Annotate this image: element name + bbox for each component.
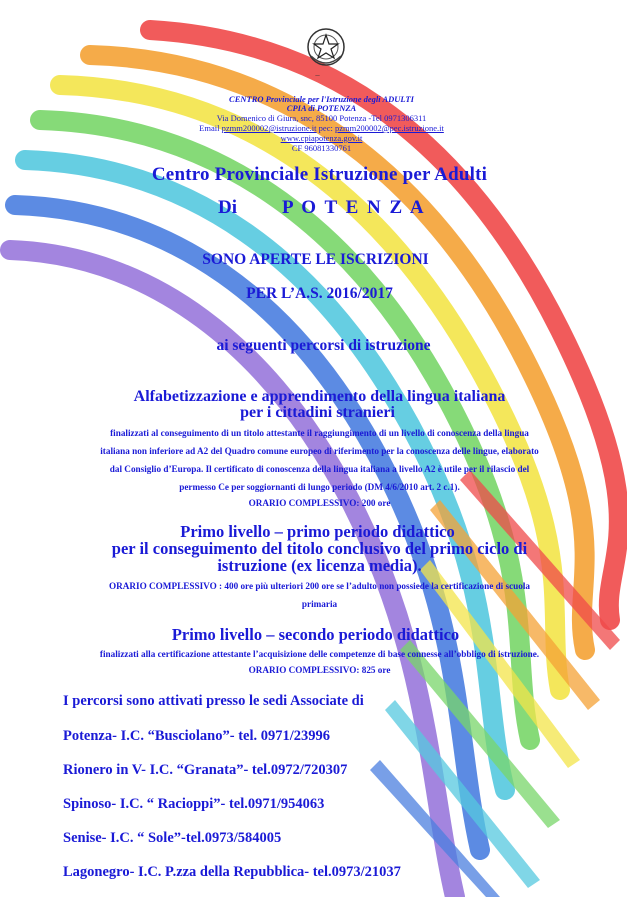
course1-desc-line2: italiana non inferiore ad A2 del Quadro comune europeo di riferimento per la conoscenza delle lingue, elaborato — [100, 446, 539, 456]
announcement-line2: PER L’A.S. 2016/2017 — [246, 285, 393, 302]
website-link[interactable]: www.cpiapotenza.gov.it — [280, 133, 363, 143]
course3-desc: finalizzati alla certificazione attestante l’acquisizione delle competenze di base connesse all’obbligo di istruzione. — [99, 649, 540, 659]
sites-intro: I percorsi sono attivati presso le sedi Associate di — [63, 693, 364, 709]
course1-desc-line3: dal Consiglio d’Europa. Il certificato di conoscenza della lingua italiana a livello A2 è utile per il rilascio del — [109, 464, 530, 474]
course2-title-line3: istruzione (ex licenza media). — [217, 556, 422, 575]
course2-title-line1: Primo livello – primo periodo didattico — [180, 522, 455, 541]
course3-title: Primo livello – secondo periodo didattico — [171, 625, 460, 644]
italian-republic-emblem-icon — [305, 26, 347, 70]
course2-hours-line1: ORARIO COMPLESSIVO : 400 ore più ulteriori 200 ore se l’adulto non possiede la certificazione di scuola — [108, 581, 531, 591]
org-name-line2: CPIA di POTENZA — [286, 103, 357, 113]
announcement-line1: SONO APERTE LE ISCRIZIONI — [202, 251, 429, 268]
email-prefix: Email — [199, 123, 222, 133]
header-dash: _ — [315, 67, 320, 77]
course1-hours: ORARIO COMPLESSIVO: 200 ore — [248, 498, 391, 508]
site-item-spinoso: Spinoso- I.C. “ Racioppi”- tel.0971/954063 — [63, 796, 325, 812]
org-address: Via Domenico di Giura, snc, 85100 Potenza -Tel 0971306311 — [216, 113, 427, 123]
course1-title-line2: per i cittadini stranieri — [240, 404, 395, 421]
site-item-rionero: Rionero in V- I.C. “Granata”- tel.0972/720307 — [63, 762, 348, 778]
course2-title-line2: per il conseguimento del titolo conclusivo del primo ciclo di — [111, 539, 528, 558]
email-link-pec[interactable]: pzmm200002@pec.istruzione.it — [334, 123, 444, 133]
course3-hours: ORARIO COMPLESSIVO: 825 ore — [248, 665, 391, 675]
announcement-line3: ai seguenti percorsi di istruzione — [216, 337, 431, 354]
email-mid: pec: — [316, 123, 335, 133]
site-item-lagonegro: Lagonegro- I.C. P.zza della Repubblica- tel.0973/21037 — [63, 864, 401, 880]
course2-hours-line2: primaria — [301, 599, 338, 609]
org-tax-code: CF 96081330761 — [291, 143, 352, 153]
site-item-senise: Senise- I.C. “ Sole”-tel.0973/584005 — [63, 830, 282, 846]
email-link-1[interactable]: pzmm200002@istruzione.it — [221, 123, 317, 133]
title-city: P O T E N Z A — [282, 197, 426, 218]
title-di: Di — [218, 197, 237, 218]
course1-desc-line4: permesso Ce per soggiornanti di lungo periodo (DM 4/6/2010 art. 2 c.1). — [179, 482, 460, 492]
title-centro: Centro Provinciale Istruzione per Adulti — [151, 164, 488, 185]
site-item-potenza: Potenza- I.C. “Busciolano”- tel. 0971/23996 — [63, 728, 331, 744]
course1-title-line1: Alfabetizzazione e apprendimento della lingua italiana — [133, 388, 506, 405]
course1-desc-line1: finalizzati al conseguimento di un titolo attestante il raggiungimento di un livello di conoscenza della lingua — [110, 428, 529, 438]
org-name-line1: CENTRO Provinciale per l'Istruzione degli ADULTI — [229, 94, 414, 104]
